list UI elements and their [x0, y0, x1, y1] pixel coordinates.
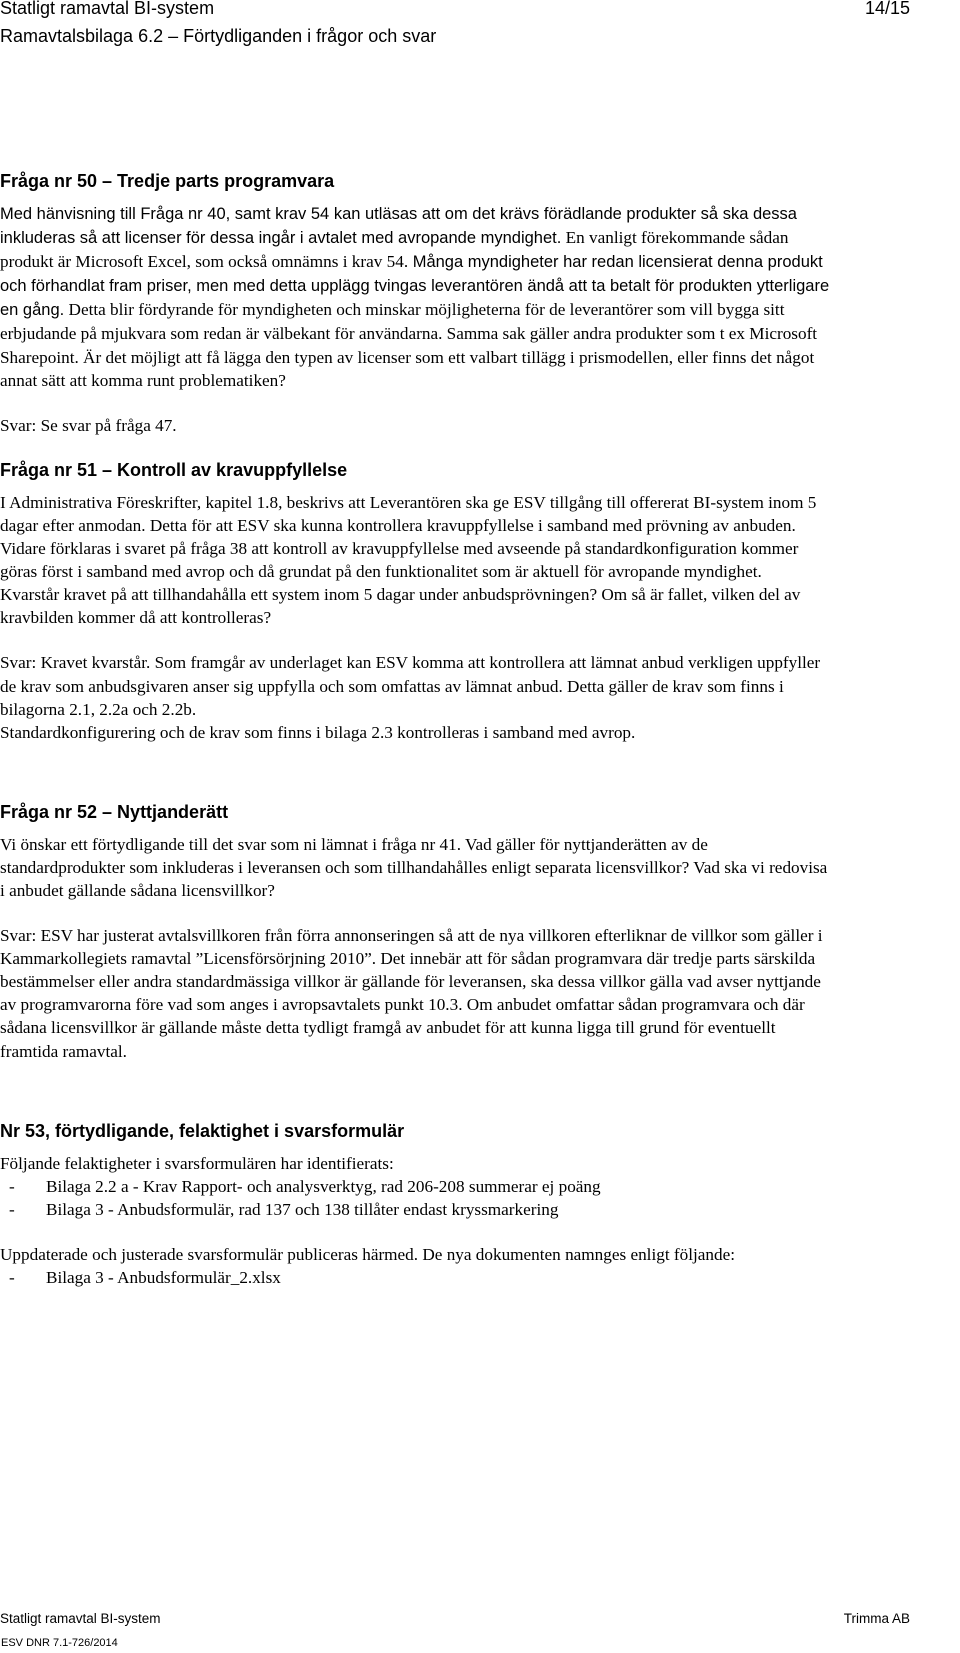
question-50-text-part3: Många myndigheter har redan licensierat denna produkt och förhandlat fram priser, men med detta upplägg tvingas leverantören ändå att ta betalt för produkten ytterligare en gång.: [0, 253, 830, 320]
question-50-text-part2: En vanligt förekommande sådan produkt är Microsoft Excel, som också omnämns i krav 54.: [0, 228, 789, 272]
question-50-heading: Fråga nr 50 – Tredje parts programvara: [0, 171, 335, 191]
list-item: - Bilaga 2.2 a - Krav Rapport- och analysverktyg, rad 206-208 summerar ej poäng: [9, 1176, 601, 1196]
question-51-answer: Svar: Kravet kvarstår. Som framgår av underlaget kan ESV komma att kontrollera att lämnat anbud verkligen uppfyller de krav som anbudsgivaren anser sig uppfylla och som omfattas av lämnat anbud. Detta gäller de krav som finns i bilagorna 2.1, 2.2a och 2.2b.: [0, 653, 821, 719]
question-51-heading: Fråga nr 51 – Kontroll av kravuppfyllelse: [0, 459, 348, 480]
list-item: - Bilaga 3 - Anbudsformulär_2.xlsx: [9, 1268, 281, 1287]
question-50-text-part1: Med hänvisning till Fråga nr 40, samt krav 54 kan utläsas att om det krävs förädlande produkter så ska dessa inkluderas så att licenser för dessa ingår i avtalet med avropande myndighet.: [0, 205, 797, 248]
page-number: 14/15: [864, 0, 910, 18]
question-53-update: Uppdaterade och justerade svarsformulär publiceras härmed. De nya dokumenten namnges enligt följande:: [0, 1244, 735, 1264]
question-51-text: I Administrativa Föreskrifter, kapitel 1.8, beskrivs att Leverantören ska ge ESV tillgång till offererat BI-system inom 5 dagar efter anmodan. Detta för att ESV ska kunna kontrollera kravuppfyllelse i samband med prövning av anbuden. Vidare förklaras i svaret på fråga 38 att kontroll av kravuppfyllelse med avseende på standardkonfiguration kommer göras först i samband med avrop och då grundat på den funktionalitet som är aktuell för avropande myndighet.: [0, 492, 817, 582]
question-52-text: Vi önskar ett förtydligande till det svar som ni lämnat i fråga nr 41. Vad gäller för nyttjanderätten av de standardprodukter som inkluderas i leveransen och som tillhandahålles enligt separata licensvillkor? Vad ska vi redovisa i anbudet gällande sådana licensvillkor?: [0, 834, 828, 900]
file-list: [0, 1266, 830, 1289]
list-item: - Bilaga 3 - Anbudsformulär, rad 137 och 138 tillåter endast kryssmarkering: [9, 1199, 559, 1219]
answer-label: Svar: [0, 653, 32, 673]
footer-left: Statligt ramavtal BI-system: [0, 1611, 161, 1626]
question-50-text-part4: Detta blir fördyrande för myndigheten och minskar möjligheterna för de leverantörer som vill bygga sitt erbjudande på mjukvara som redan är välbekant för användarna. Samma sak gäller andra produkter som t ex Microsoft Sharepoint. Är det möjligt att få lägga den typen av licenser som ett valbart tillägg i prismodellen, eller finns det något annat sätt att komma runt problematiken?: [0, 300, 818, 390]
error-list: [0, 1175, 830, 1221]
question-50-answer: Svar: Se svar på fråga 47.: [0, 415, 177, 435]
question-52: [0, 801, 830, 1063]
footer-right: Trimma AB: [843, 1611, 910, 1626]
document-body: [0, 170, 830, 1289]
question-52-answer: Svar: ESV har justerat avtalsvillkoren från förra annonseringen så att de nya villkoren efterliknar de villkor som gäller i Kammarkollegiets ramavtal ”Licensförsörjning 2010”. Det innebär att för sådan programvara där tredje parts särskilda bestämmelser eller andra standardmässiga villkor är gällande för leveransen, ska dessa villkor gälla vad avser nyttjande av programvarorna före vad som anges i avropsavtalets punkt 10.3. Om anbudet omfattar sådan programvara och där sådana licensvillkor är gällande måste detta tydligt framgå av anbudet för att kunna ligga till grund för eventuellt framtida ramavtal.: [0, 926, 823, 1061]
question-50: [0, 170, 830, 437]
header-subtitle: Ramavtalsbilaga 6.2 – Förtydliganden i frågor och svar: [0, 26, 437, 46]
answer-label: Svar: [0, 415, 32, 435]
question-50-text: [0, 202, 830, 392]
footer-dnr: ESV DNR 7.1-726/2014: [1, 1637, 118, 1649]
question-53-heading: Nr 53, förtydligande, felaktighet i svarsformulär: [0, 1120, 405, 1141]
question-51-text-2: Kvarstår kravet på att tillhandahålla ett system inom 5 dagar under anbudsprövningen? Om så är fallet, vilken del av kravbilden kommer då att kontrolleras?: [0, 585, 801, 628]
question-51-answer-2: Standardkonfigurering och de krav som finns i bilaga 2.3 kontrolleras i samband med avrop.: [0, 722, 636, 742]
header-title: Statligt ramavtal BI-system: [0, 0, 215, 18]
question-51: [0, 459, 830, 744]
question-53: [0, 1120, 830, 1289]
answer-label: Svar: [0, 926, 32, 946]
question-52-heading: Fråga nr 52 – Nyttjanderätt: [0, 801, 229, 822]
question-53-intro: Följande felaktigheter i svarsformulären har identifierats:: [0, 1153, 394, 1173]
